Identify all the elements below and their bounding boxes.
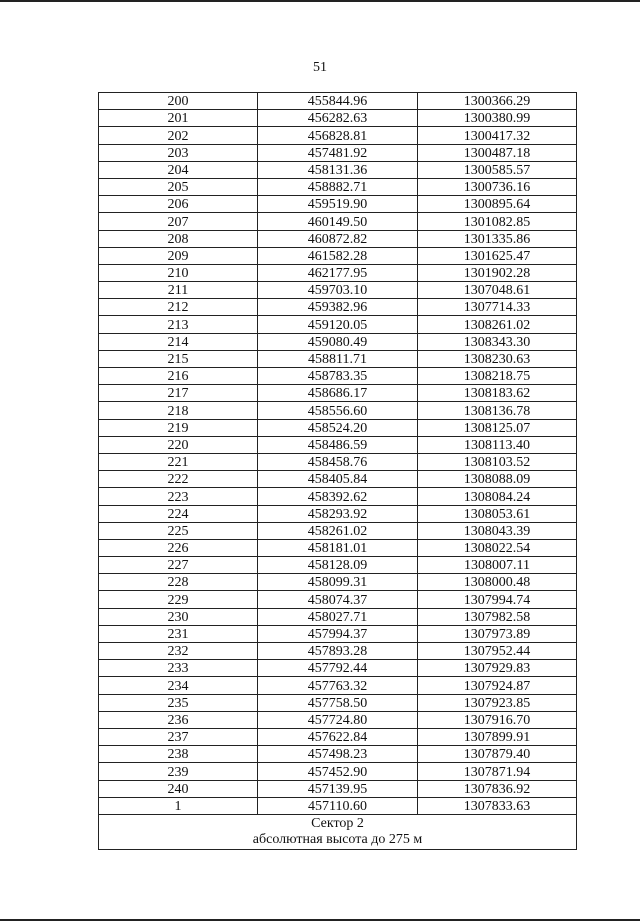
point-number-cell: 236 [99,711,258,728]
point-number-cell: 216 [99,368,258,385]
point-number-cell: 226 [99,539,258,556]
x-coordinate-cell: 457481.92 [258,144,418,161]
y-coordinate-cell: 1300380.99 [418,110,577,127]
table-row [99,385,577,402]
point-number-cell: 211 [99,282,258,299]
x-coordinate-cell: 458486.59 [258,436,418,453]
point-number-cell: 225 [99,522,258,539]
point-number-cell: 233 [99,660,258,677]
point-number-cell: 224 [99,505,258,522]
y-coordinate-cell: 1300895.64 [418,196,577,213]
sector-title: Сектор 2 [311,815,364,831]
point-number-cell: 218 [99,402,258,419]
x-coordinate-cell: 458293.92 [258,505,418,522]
point-number-cell: 205 [99,178,258,195]
y-coordinate-cell: 1307994.74 [418,591,577,608]
table-row [99,591,577,608]
table-row [99,436,577,453]
x-coordinate-cell: 457452.90 [258,763,418,780]
y-coordinate-cell: 1308022.54 [418,539,577,556]
table-row [99,557,577,574]
point-number-cell: 220 [99,436,258,453]
table-row [99,264,577,281]
y-coordinate-cell: 1308053.61 [418,505,577,522]
table-row [99,93,577,110]
table-row [99,471,577,488]
y-coordinate-cell: 1307952.44 [418,643,577,660]
y-coordinate-cell: 1300736.16 [418,178,577,195]
y-coordinate-cell: 1307973.89 [418,625,577,642]
y-coordinate-cell: 1300487.18 [418,144,577,161]
point-number-cell: 208 [99,230,258,247]
y-coordinate-cell: 1301082.85 [418,213,577,230]
point-number-cell: 207 [99,213,258,230]
table-row [99,574,577,591]
x-coordinate-cell: 458181.01 [258,539,418,556]
x-coordinate-cell: 458882.71 [258,178,418,195]
x-coordinate-cell: 457498.23 [258,746,418,763]
x-coordinate-cell: 456828.81 [258,127,418,144]
x-coordinate-cell: 458392.62 [258,488,418,505]
point-number-cell: 219 [99,419,258,436]
point-number-cell: 1 [99,797,258,814]
table-row [99,522,577,539]
point-number-cell: 223 [99,488,258,505]
table-row [99,780,577,797]
point-number-cell: 201 [99,110,258,127]
table-row [99,144,577,161]
x-coordinate-cell: 460149.50 [258,213,418,230]
table-row [99,677,577,694]
table-row [99,402,577,419]
table-row [99,368,577,385]
y-coordinate-cell: 1307048.61 [418,282,577,299]
y-coordinate-cell: 1307871.94 [418,763,577,780]
table-row [99,350,577,367]
table-row [99,711,577,728]
table-row [99,763,577,780]
x-coordinate-cell: 461582.28 [258,247,418,264]
point-number-cell: 203 [99,144,258,161]
x-coordinate-cell: 458074.37 [258,591,418,608]
x-coordinate-cell: 462177.95 [258,264,418,281]
point-number-cell: 238 [99,746,258,763]
y-coordinate-cell: 1307923.85 [418,694,577,711]
point-number-cell: 217 [99,385,258,402]
page-number: 51 [313,60,327,75]
x-coordinate-cell: 458128.09 [258,557,418,574]
scan-top-edge [0,0,640,2]
y-coordinate-cell: 1308113.40 [418,436,577,453]
table-row [99,110,577,127]
point-number-cell: 239 [99,763,258,780]
coordinates-table-body [99,93,577,850]
y-coordinate-cell: 1307929.83 [418,660,577,677]
point-number-cell: 228 [99,574,258,591]
point-number-cell: 234 [99,677,258,694]
x-coordinate-cell: 458261.02 [258,522,418,539]
point-number-cell: 221 [99,453,258,470]
table-row [99,316,577,333]
y-coordinate-cell: 1301902.28 [418,264,577,281]
y-coordinate-cell: 1308084.24 [418,488,577,505]
x-coordinate-cell: 456282.63 [258,110,418,127]
x-coordinate-cell: 457792.44 [258,660,418,677]
coordinates-table [98,92,577,850]
x-coordinate-cell: 458524.20 [258,419,418,436]
y-coordinate-cell: 1308043.39 [418,522,577,539]
table-row [99,694,577,711]
y-coordinate-cell: 1308007.11 [418,557,577,574]
x-coordinate-cell: 457994.37 [258,625,418,642]
table-row [99,127,577,144]
table-row [99,247,577,264]
x-coordinate-cell: 458556.60 [258,402,418,419]
table-row [99,625,577,642]
y-coordinate-cell: 1300417.32 [418,127,577,144]
table-row [99,282,577,299]
point-number-cell: 227 [99,557,258,574]
point-number-cell: 229 [99,591,258,608]
table-row [99,213,577,230]
table-row [99,505,577,522]
table-row [99,746,577,763]
y-coordinate-cell: 1308218.75 [418,368,577,385]
table-row [99,643,577,660]
table-row [99,196,577,213]
table-row [99,333,577,350]
y-coordinate-cell: 1308261.02 [418,316,577,333]
x-coordinate-cell: 458131.36 [258,161,418,178]
point-number-cell: 240 [99,780,258,797]
y-coordinate-cell: 1307899.91 [418,728,577,745]
x-coordinate-cell: 459120.05 [258,316,418,333]
point-number-cell: 232 [99,643,258,660]
x-coordinate-cell: 459382.96 [258,299,418,316]
y-coordinate-cell: 1308088.09 [418,471,577,488]
y-coordinate-cell: 1307982.58 [418,608,577,625]
x-coordinate-cell: 458783.35 [258,368,418,385]
x-coordinate-cell: 457724.80 [258,711,418,728]
table-row [99,728,577,745]
sector-header-row [99,814,577,849]
y-coordinate-cell: 1307924.87 [418,677,577,694]
point-number-cell: 213 [99,316,258,333]
x-coordinate-cell: 458099.31 [258,574,418,591]
point-number-cell: 231 [99,625,258,642]
y-coordinate-cell: 1308000.48 [418,574,577,591]
y-coordinate-cell: 1308343.30 [418,333,577,350]
x-coordinate-cell: 459703.10 [258,282,418,299]
y-coordinate-cell: 1308125.07 [418,419,577,436]
x-coordinate-cell: 457763.32 [258,677,418,694]
x-coordinate-cell: 460872.82 [258,230,418,247]
table-row [99,178,577,195]
x-coordinate-cell: 457110.60 [258,797,418,814]
x-coordinate-cell: 455844.96 [258,93,418,110]
y-coordinate-cell: 1300366.29 [418,93,577,110]
point-number-cell: 209 [99,247,258,264]
point-number-cell: 222 [99,471,258,488]
y-coordinate-cell: 1301625.47 [418,247,577,264]
sector-subtitle: абсолютная высота до 275 м [252,831,423,847]
y-coordinate-cell: 1307836.92 [418,780,577,797]
point-number-cell: 215 [99,350,258,367]
point-number-cell: 235 [99,694,258,711]
table-row [99,230,577,247]
table-row [99,419,577,436]
y-coordinate-cell: 1307714.33 [418,299,577,316]
x-coordinate-cell: 458027.71 [258,608,418,625]
point-number-cell: 210 [99,264,258,281]
y-coordinate-cell: 1301335.86 [418,230,577,247]
point-number-cell: 202 [99,127,258,144]
table-row [99,453,577,470]
y-coordinate-cell: 1308230.63 [418,350,577,367]
point-number-cell: 204 [99,161,258,178]
x-coordinate-cell: 457893.28 [258,643,418,660]
point-number-cell: 237 [99,728,258,745]
y-coordinate-cell: 1307879.40 [418,746,577,763]
x-coordinate-cell: 457758.50 [258,694,418,711]
table-row [99,299,577,316]
x-coordinate-cell: 459080.49 [258,333,418,350]
point-number-cell: 230 [99,608,258,625]
point-number-cell: 206 [99,196,258,213]
x-coordinate-cell: 458458.76 [258,453,418,470]
point-number-cell: 212 [99,299,258,316]
table-row [99,608,577,625]
x-coordinate-cell: 458405.84 [258,471,418,488]
table-row [99,660,577,677]
sector-header-cell [99,814,577,849]
table-row [99,797,577,814]
y-coordinate-cell: 1307833.63 [418,797,577,814]
y-coordinate-cell: 1308103.52 [418,453,577,470]
y-coordinate-cell: 1308183.62 [418,385,577,402]
table-row [99,539,577,556]
point-number-cell: 200 [99,93,258,110]
y-coordinate-cell: 1300585.57 [418,161,577,178]
table-row [99,161,577,178]
table-row [99,488,577,505]
x-coordinate-cell: 459519.90 [258,196,418,213]
x-coordinate-cell: 457622.84 [258,728,418,745]
x-coordinate-cell: 458686.17 [258,385,418,402]
x-coordinate-cell: 457139.95 [258,780,418,797]
y-coordinate-cell: 1308136.78 [418,402,577,419]
y-coordinate-cell: 1307916.70 [418,711,577,728]
x-coordinate-cell: 458811.71 [258,350,418,367]
point-number-cell: 214 [99,333,258,350]
